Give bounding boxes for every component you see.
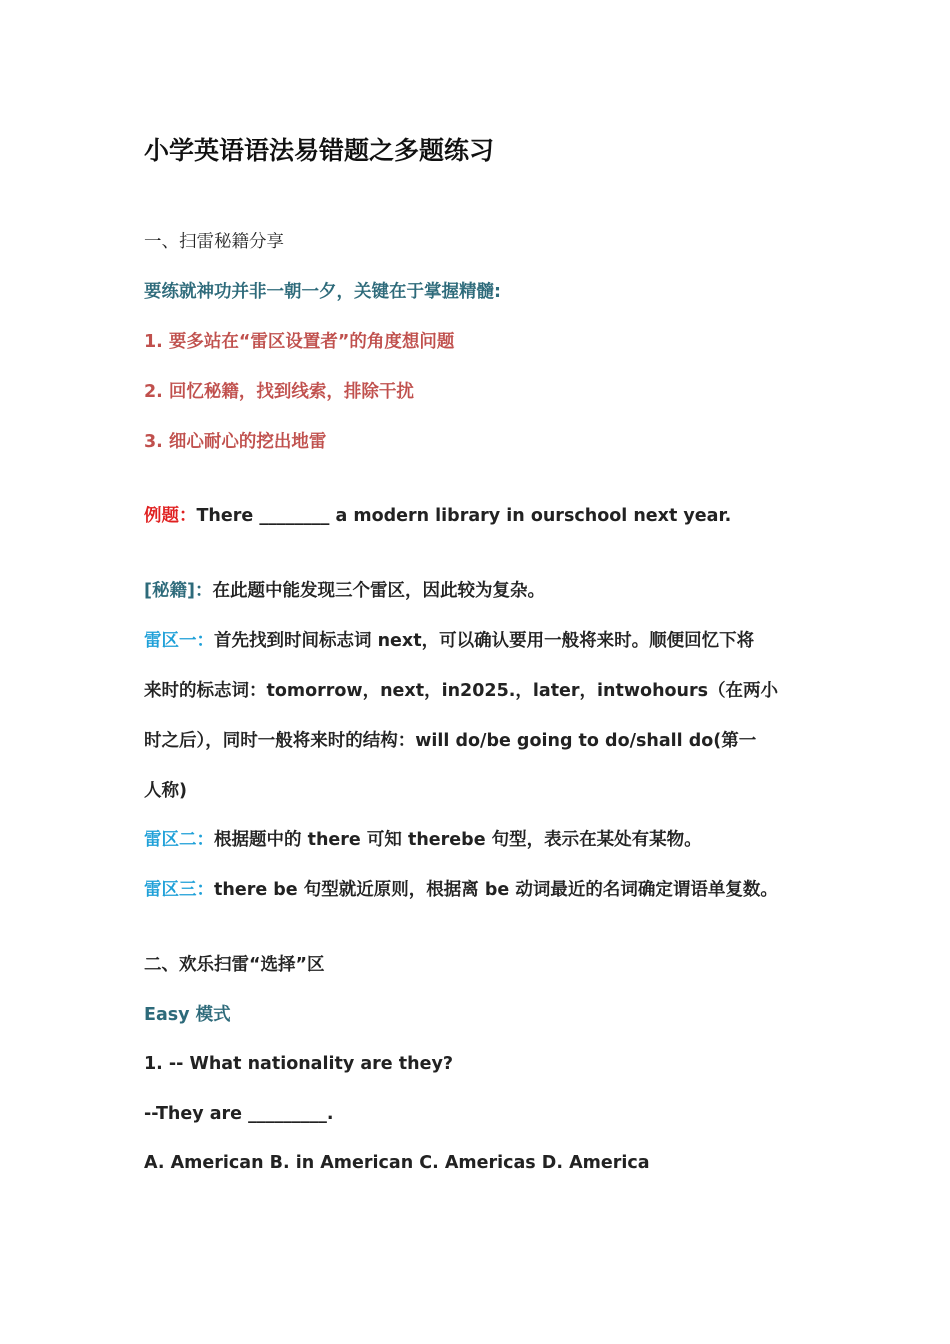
- zone-3-line: [144, 878, 778, 902]
- mode-label: Easy 模式: [144, 1005, 231, 1025]
- zone-3-label: 雷区三：: [144, 880, 214, 900]
- tip-3: 3. 细心耐心的挖出地雷: [144, 432, 327, 452]
- section-2-heading: 二、欢乐扫雷“选择”区: [144, 955, 325, 975]
- zone-2-text: 根据题中的 there 可知 therebe 句型，表示在某处有某物。: [214, 830, 702, 850]
- zone-1-line-4: 人称): [144, 781, 187, 801]
- example-text: There ________ a modern library in ourschool next year.: [196, 506, 732, 526]
- question-1: 1. -- What nationality are they?: [144, 1054, 454, 1074]
- section-1-heading: 一、扫雷秘籍分享: [144, 232, 284, 252]
- example-label: 例题：: [144, 506, 197, 526]
- zone-2-label: 雷区二：: [144, 830, 214, 850]
- zone-1-text: 首先找到时间标志词 next，可以确认要用一般将来时。顺便回忆下将: [214, 631, 755, 651]
- tip-2: 2. 回忆秘籍，找到线索，排除干扰: [144, 382, 414, 402]
- zone-1-line-1: [144, 629, 754, 653]
- question-1-answer: --They are _________.: [144, 1104, 334, 1124]
- question-1-options: A. American B. in American C. Americas D. America: [144, 1153, 650, 1173]
- page-title: 小学英语语法易错题之多题练习: [144, 136, 495, 165]
- zone-2-line: [144, 828, 702, 852]
- tip-1: 1. 要多站在“雷区设置者”的角度想问题: [144, 332, 455, 352]
- zone-1-line-2: 来时的标志词：tomorrow，next，in2025.，later，intwohours（在两小: [144, 681, 779, 701]
- secret-label: [秘籍]：: [144, 581, 213, 601]
- example-question: [144, 504, 731, 528]
- zone-1-line-3: 时之后），同时一般将来时的结构：will do/be going to do/shall do(第一: [144, 731, 757, 751]
- section-1-intro: 要练就神功并非一朝一夕，关键在于掌握精髓:: [144, 282, 501, 302]
- zone-3-text: there be 句型就近原则，根据离 be 动词最近的名词确定谓语单复数。: [214, 880, 778, 900]
- secret-text: 在此题中能发现三个雷区，因此较为复杂。: [212, 581, 545, 601]
- zone-1-label: 雷区一：: [144, 631, 214, 651]
- secret-line: [144, 579, 545, 603]
